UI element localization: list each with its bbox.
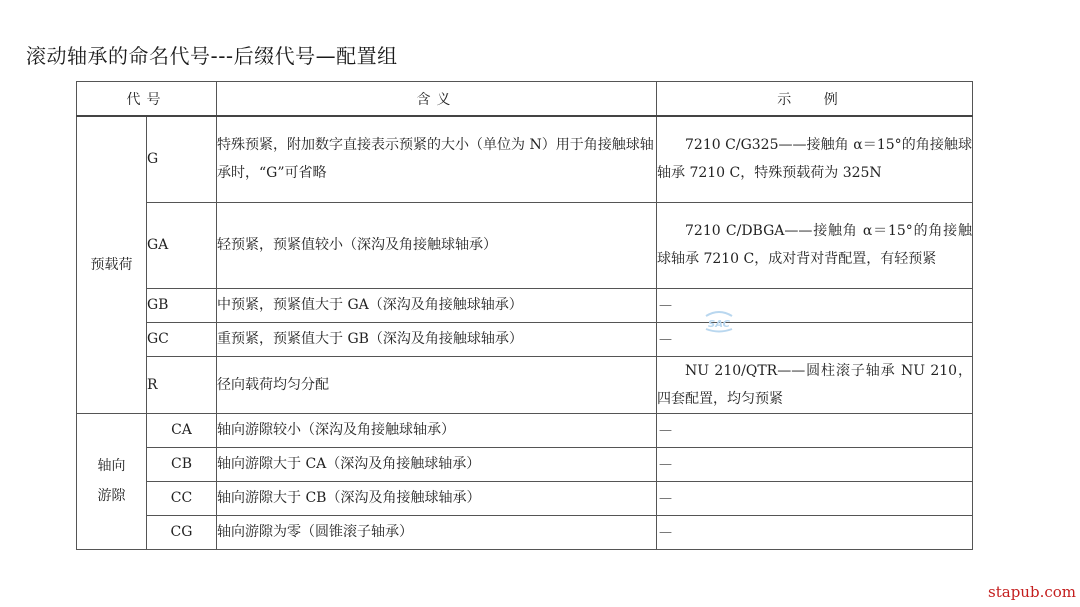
code-cell: CA	[147, 413, 217, 447]
example-cell	[657, 116, 973, 202]
example-text: —	[659, 297, 672, 313]
group-label-line2: 游隙	[97, 488, 126, 504]
table-row	[77, 288, 973, 322]
example-text: —	[659, 524, 672, 540]
site-watermark: stapub.com	[988, 583, 1076, 601]
example-cell	[657, 202, 973, 288]
meaning-cell: 径向载荷均匀分配	[217, 356, 657, 413]
table-header-row	[77, 82, 973, 117]
header-code: 代号	[77, 82, 217, 117]
group-preload: 预载荷	[77, 116, 147, 413]
example-text: 7210 C/DBGA——接触角 α＝15°的角接触球轴承 7210 C，成对背对背配置，有轻预紧	[657, 223, 972, 267]
example-text: —	[659, 422, 672, 438]
example-cell	[657, 447, 973, 481]
example-cell	[657, 356, 973, 413]
meaning-cell: 轴向游隙大于 CA（深沟及角接触球轴承）	[217, 447, 657, 481]
group-label-line1: 轴向	[97, 458, 126, 474]
group-axial-clearance	[77, 413, 147, 549]
code-cell: CG	[147, 515, 217, 549]
code-cell: CC	[147, 481, 217, 515]
example-text: —	[659, 456, 672, 472]
example-cell	[657, 515, 973, 549]
meaning-cell: 轻预紧，预紧值较小（深沟及角接触球轴承）	[217, 202, 657, 288]
meaning-cell: 轴向游隙为零（圆锥滚子轴承）	[217, 515, 657, 549]
page-title: 滚动轴承的命名代号---后缀代号—配置组	[26, 44, 398, 68]
example-text: —	[659, 490, 672, 506]
config-table	[76, 81, 973, 550]
code-cell: GA	[147, 202, 217, 288]
table-row	[77, 515, 973, 549]
meaning-cell: 特殊预紧，附加数字直接表示预紧的大小（单位为 N）用于角接触球轴承时，“G”可省略	[217, 116, 657, 202]
code-cell: G	[147, 116, 217, 202]
sac-watermark-logo	[702, 306, 736, 334]
header-example: 示 例	[657, 82, 973, 117]
example-cell	[657, 413, 973, 447]
meaning-cell: 轴向游隙大于 CB（深沟及角接触球轴承）	[217, 481, 657, 515]
example-text: 7210 C/G325——接触角 α＝15°的角接触球轴承 7210 C，特殊预载荷为 325N	[657, 137, 972, 182]
table-row	[77, 116, 973, 202]
code-cell: GB	[147, 288, 217, 322]
meaning-cell: 中预紧，预紧值大于 GA（深沟及角接触球轴承）	[217, 288, 657, 322]
table-row	[77, 447, 973, 481]
code-cell: R	[147, 356, 217, 413]
header-meaning: 含义	[217, 82, 657, 117]
table-row	[77, 322, 973, 356]
meaning-cell: 轴向游隙较小（深沟及角接触球轴承）	[217, 413, 657, 447]
example-text: NU 210/QTR——圆柱滚子轴承 NU 210，四套配置，均匀预紧	[657, 362, 972, 407]
code-cell: CB	[147, 447, 217, 481]
code-cell: GC	[147, 322, 217, 356]
example-cell	[657, 481, 973, 515]
table-row	[77, 413, 973, 447]
table-row	[77, 202, 973, 288]
table-row	[77, 356, 973, 413]
meaning-cell: 重预紧，预紧值大于 GB（深沟及角接触球轴承）	[217, 322, 657, 356]
example-text: —	[659, 331, 672, 347]
watermark-text: SAC	[708, 319, 730, 330]
table-row	[77, 481, 973, 515]
